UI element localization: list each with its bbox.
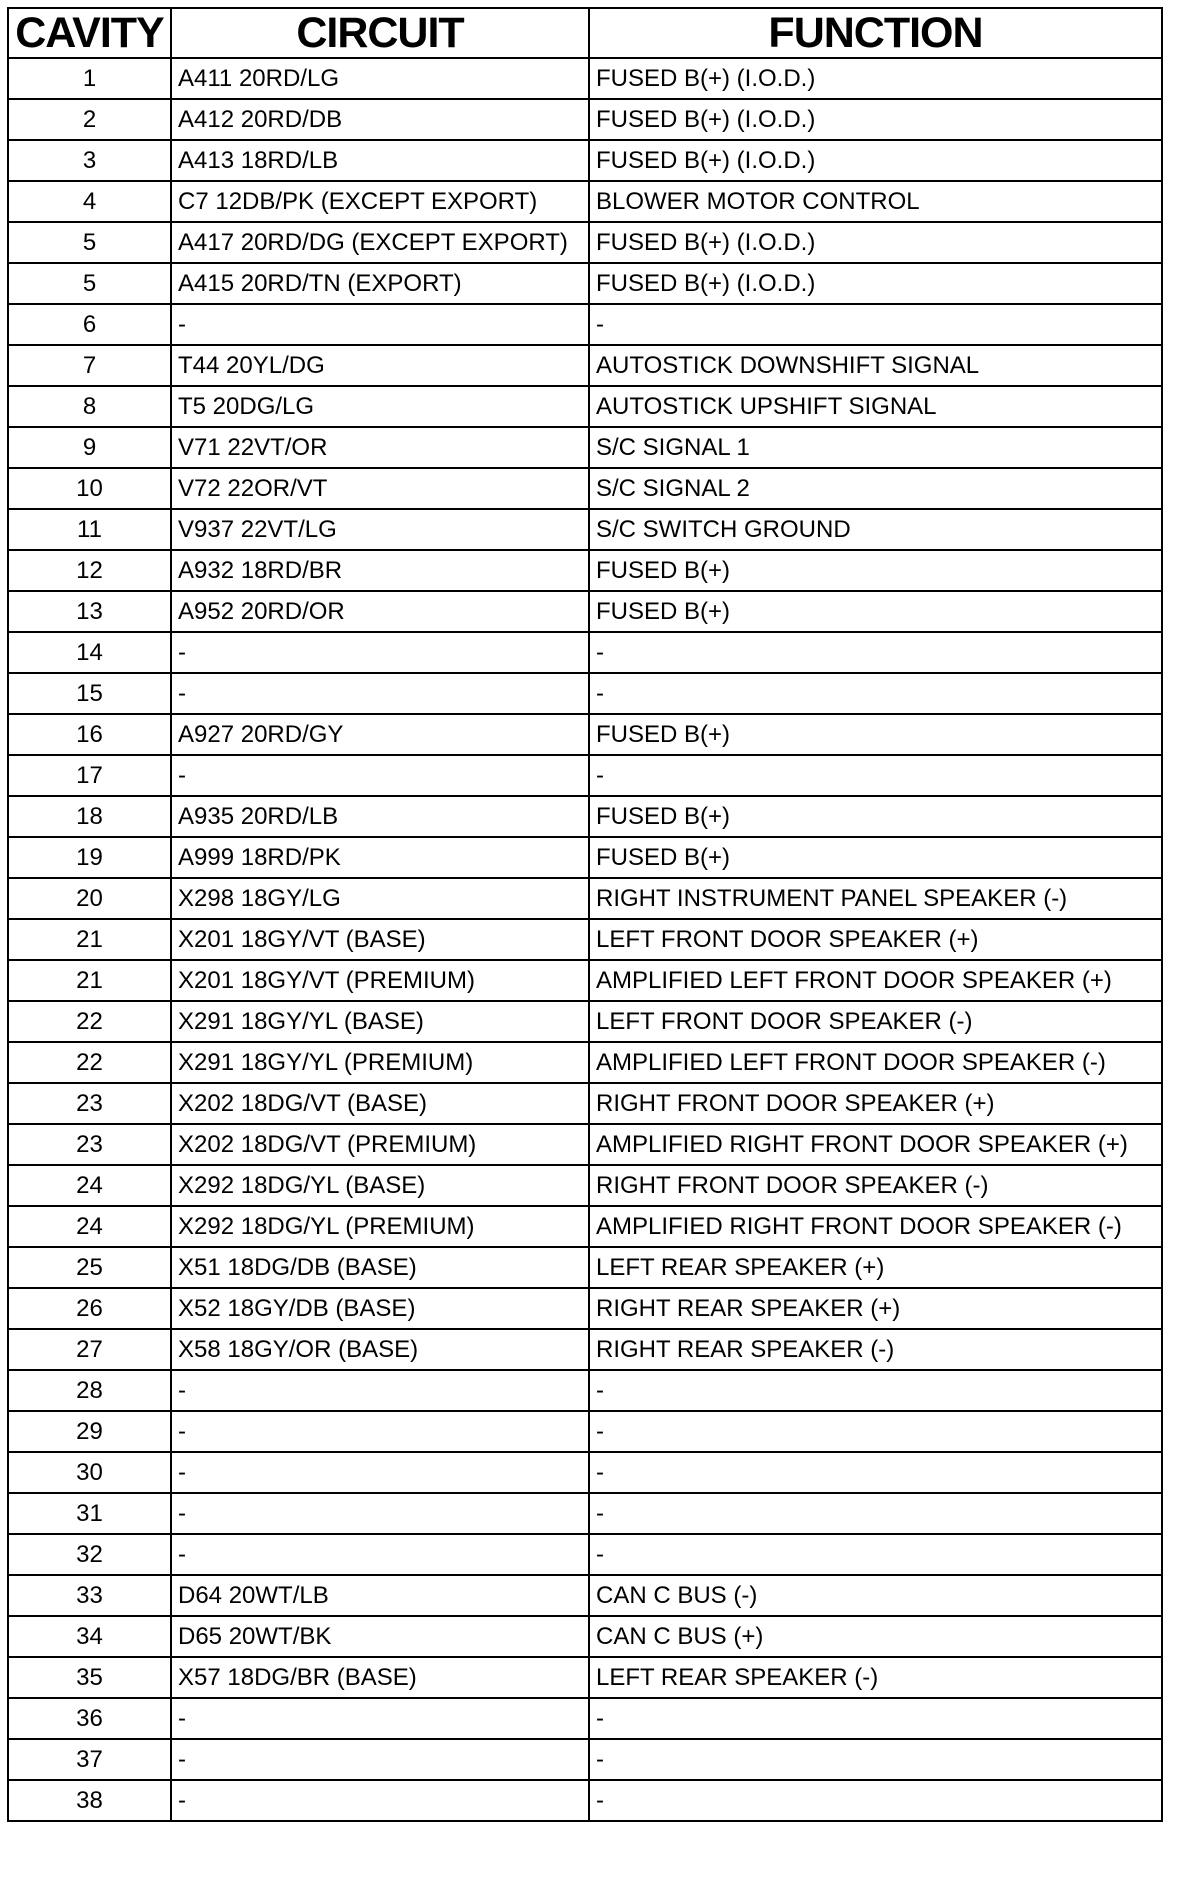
function-cell: FUSED B(+) (I.O.D.)	[589, 58, 1162, 99]
cavity-cell: 32	[8, 1534, 171, 1575]
cavity-cell: 8	[8, 386, 171, 427]
function-cell: S/C SIGNAL 1	[589, 427, 1162, 468]
table-row	[8, 468, 1162, 509]
cavity-cell: 27	[8, 1329, 171, 1370]
cavity-cell: 23	[8, 1124, 171, 1165]
cavity-cell: 4	[8, 181, 171, 222]
table-row	[8, 1739, 1162, 1780]
circuit-cell: X201 18GY/VT (PREMIUM)	[171, 960, 589, 1001]
table-row	[8, 919, 1162, 960]
cavity-cell: 17	[8, 755, 171, 796]
cavity-cell: 7	[8, 345, 171, 386]
cavity-cell: 21	[8, 919, 171, 960]
table-row	[8, 1411, 1162, 1452]
circuit-cell: X201 18GY/VT (BASE)	[171, 919, 589, 960]
function-cell: LEFT FRONT DOOR SPEAKER (-)	[589, 1001, 1162, 1042]
table-row	[8, 1001, 1162, 1042]
circuit-cell: A927 20RD/GY	[171, 714, 589, 755]
circuit-cell: A412 20RD/DB	[171, 99, 589, 140]
circuit-cell: C7 12DB/PK (EXCEPT EXPORT)	[171, 181, 589, 222]
table-row	[8, 1247, 1162, 1288]
function-cell: AMPLIFIED LEFT FRONT DOOR SPEAKER (+)	[589, 960, 1162, 1001]
table-row	[8, 550, 1162, 591]
function-cell: -	[589, 1739, 1162, 1780]
function-cell: RIGHT REAR SPEAKER (+)	[589, 1288, 1162, 1329]
circuit-cell: -	[171, 632, 589, 673]
cavity-cell: 5	[8, 263, 171, 304]
cavity-cell: 11	[8, 509, 171, 550]
circuit-cell: A411 20RD/LG	[171, 58, 589, 99]
function-cell: LEFT REAR SPEAKER (+)	[589, 1247, 1162, 1288]
circuit-cell: T44 20YL/DG	[171, 345, 589, 386]
function-cell: RIGHT FRONT DOOR SPEAKER (+)	[589, 1083, 1162, 1124]
table-row	[8, 1657, 1162, 1698]
table-row	[8, 304, 1162, 345]
table-row	[8, 386, 1162, 427]
function-cell: FUSED B(+) (I.O.D.)	[589, 99, 1162, 140]
circuit-cell: -	[171, 1452, 589, 1493]
cavity-cell: 31	[8, 1493, 171, 1534]
circuit-cell: V72 22OR/VT	[171, 468, 589, 509]
cavity-cell: 20	[8, 878, 171, 919]
table-row	[8, 345, 1162, 386]
table-row	[8, 1534, 1162, 1575]
function-cell: -	[589, 1370, 1162, 1411]
header-row	[8, 8, 1162, 58]
function-cell: FUSED B(+) (I.O.D.)	[589, 140, 1162, 181]
cavity-cell: 5	[8, 222, 171, 263]
table-row	[8, 1780, 1162, 1821]
table-row	[8, 1370, 1162, 1411]
circuit-cell: T5 20DG/LG	[171, 386, 589, 427]
function-cell: FUSED B(+)	[589, 796, 1162, 837]
table-row	[8, 1616, 1162, 1657]
table-row	[8, 1329, 1162, 1370]
cavity-cell: 3	[8, 140, 171, 181]
function-cell: CAN C BUS (-)	[589, 1575, 1162, 1616]
table-row	[8, 1698, 1162, 1739]
table-row	[8, 1206, 1162, 1247]
function-cell: -	[589, 755, 1162, 796]
function-cell: -	[589, 1411, 1162, 1452]
circuit-cell: X292 18DG/YL (PREMIUM)	[171, 1206, 589, 1247]
circuit-cell: -	[171, 755, 589, 796]
table-row	[8, 1165, 1162, 1206]
cavity-cell: 18	[8, 796, 171, 837]
function-cell: BLOWER MOTOR CONTROL	[589, 181, 1162, 222]
function-cell: AMPLIFIED RIGHT FRONT DOOR SPEAKER (+)	[589, 1124, 1162, 1165]
table-row	[8, 1083, 1162, 1124]
cavity-cell: 10	[8, 468, 171, 509]
cavity-cell: 29	[8, 1411, 171, 1452]
function-cell: AUTOSTICK UPSHIFT SIGNAL	[589, 386, 1162, 427]
circuit-cell: A999 18RD/PK	[171, 837, 589, 878]
circuit-cell: X57 18DG/BR (BASE)	[171, 1657, 589, 1698]
function-cell: -	[589, 1698, 1162, 1739]
circuit-cell: X291 18GY/YL (BASE)	[171, 1001, 589, 1042]
circuit-cell: -	[171, 1370, 589, 1411]
circuit-cell: X291 18GY/YL (PREMIUM)	[171, 1042, 589, 1083]
cavity-cell: 16	[8, 714, 171, 755]
table-row	[8, 1452, 1162, 1493]
cavity-cell: 24	[8, 1206, 171, 1247]
function-cell: S/C SWITCH GROUND	[589, 509, 1162, 550]
cavity-cell: 26	[8, 1288, 171, 1329]
circuit-cell: A417 20RD/DG (EXCEPT EXPORT)	[171, 222, 589, 263]
table-row	[8, 1288, 1162, 1329]
table-header	[8, 8, 1162, 58]
circuit-cell: D65 20WT/BK	[171, 1616, 589, 1657]
cavity-cell: 14	[8, 632, 171, 673]
circuit-cell: A932 18RD/BR	[171, 550, 589, 591]
circuit-cell: -	[171, 1534, 589, 1575]
circuit-cell: -	[171, 1739, 589, 1780]
circuit-cell: X202 18DG/VT (PREMIUM)	[171, 1124, 589, 1165]
cavity-cell: 38	[8, 1780, 171, 1821]
table-body	[8, 58, 1162, 1821]
function-cell: LEFT FRONT DOOR SPEAKER (+)	[589, 919, 1162, 960]
function-cell: LEFT REAR SPEAKER (-)	[589, 1657, 1162, 1698]
function-cell: -	[589, 304, 1162, 345]
cavity-cell: 33	[8, 1575, 171, 1616]
function-cell: AMPLIFIED RIGHT FRONT DOOR SPEAKER (-)	[589, 1206, 1162, 1247]
function-cell: S/C SIGNAL 2	[589, 468, 1162, 509]
cavity-cell: 12	[8, 550, 171, 591]
cavity-column-header: CAVITY	[8, 8, 171, 58]
cavity-cell: 19	[8, 837, 171, 878]
function-column-header: FUNCTION	[589, 8, 1162, 58]
cavity-cell: 6	[8, 304, 171, 345]
table-row	[8, 1493, 1162, 1534]
circuit-cell: -	[171, 1780, 589, 1821]
cavity-cell: 1	[8, 58, 171, 99]
cavity-cell: 28	[8, 1370, 171, 1411]
cavity-cell: 22	[8, 1042, 171, 1083]
function-cell: -	[589, 1493, 1162, 1534]
cavity-cell: 36	[8, 1698, 171, 1739]
table-row	[8, 673, 1162, 714]
table-row	[8, 1124, 1162, 1165]
cavity-cell: 13	[8, 591, 171, 632]
function-cell: -	[589, 1534, 1162, 1575]
cavity-cell: 24	[8, 1165, 171, 1206]
circuit-cell: X292 18DG/YL (BASE)	[171, 1165, 589, 1206]
table-row	[8, 140, 1162, 181]
table-row	[8, 222, 1162, 263]
connector-pinout-table	[7, 7, 1163, 1822]
cavity-cell: 37	[8, 1739, 171, 1780]
function-cell: -	[589, 673, 1162, 714]
cavity-cell: 2	[8, 99, 171, 140]
table-row	[8, 1042, 1162, 1083]
function-cell: FUSED B(+)	[589, 714, 1162, 755]
table-row	[8, 878, 1162, 919]
circuit-cell: X298 18GY/LG	[171, 878, 589, 919]
circuit-cell: D64 20WT/LB	[171, 1575, 589, 1616]
function-cell: RIGHT FRONT DOOR SPEAKER (-)	[589, 1165, 1162, 1206]
table-row	[8, 632, 1162, 673]
function-cell: RIGHT REAR SPEAKER (-)	[589, 1329, 1162, 1370]
circuit-cell: A413 18RD/LB	[171, 140, 589, 181]
circuit-cell: X202 18DG/VT (BASE)	[171, 1083, 589, 1124]
circuit-cell: X51 18DG/DB (BASE)	[171, 1247, 589, 1288]
function-cell: FUSED B(+)	[589, 837, 1162, 878]
table-row	[8, 960, 1162, 1001]
table-row	[8, 796, 1162, 837]
circuit-cell: A415 20RD/TN (EXPORT)	[171, 263, 589, 304]
circuit-cell: -	[171, 304, 589, 345]
cavity-cell: 35	[8, 1657, 171, 1698]
cavity-cell: 34	[8, 1616, 171, 1657]
function-cell: CAN C BUS (+)	[589, 1616, 1162, 1657]
circuit-cell: V71 22VT/OR	[171, 427, 589, 468]
circuit-cell: A935 20RD/LB	[171, 796, 589, 837]
function-cell: AMPLIFIED LEFT FRONT DOOR SPEAKER (-)	[589, 1042, 1162, 1083]
circuit-column-header: CIRCUIT	[171, 8, 589, 58]
cavity-cell: 30	[8, 1452, 171, 1493]
function-cell: -	[589, 1452, 1162, 1493]
table-row	[8, 99, 1162, 140]
circuit-cell: V937 22VT/LG	[171, 509, 589, 550]
cavity-cell: 9	[8, 427, 171, 468]
table-row	[8, 1575, 1162, 1616]
function-cell: FUSED B(+)	[589, 591, 1162, 632]
table-row	[8, 755, 1162, 796]
circuit-cell: -	[171, 1698, 589, 1739]
function-cell: FUSED B(+)	[589, 550, 1162, 591]
cavity-cell: 23	[8, 1083, 171, 1124]
table-row	[8, 714, 1162, 755]
function-cell: -	[589, 1780, 1162, 1821]
cavity-cell: 15	[8, 673, 171, 714]
table-row	[8, 263, 1162, 304]
function-cell: FUSED B(+) (I.O.D.)	[589, 222, 1162, 263]
function-cell: FUSED B(+) (I.O.D.)	[589, 263, 1162, 304]
function-cell: -	[589, 632, 1162, 673]
circuit-cell: -	[171, 1493, 589, 1534]
function-cell: AUTOSTICK DOWNSHIFT SIGNAL	[589, 345, 1162, 386]
function-cell: RIGHT INSTRUMENT PANEL SPEAKER (-)	[589, 878, 1162, 919]
table-row	[8, 509, 1162, 550]
cavity-cell: 22	[8, 1001, 171, 1042]
cavity-cell: 25	[8, 1247, 171, 1288]
circuit-cell: X58 18GY/OR (BASE)	[171, 1329, 589, 1370]
cavity-cell: 21	[8, 960, 171, 1001]
circuit-cell: X52 18GY/DB (BASE)	[171, 1288, 589, 1329]
table-row	[8, 181, 1162, 222]
table-row	[8, 427, 1162, 468]
circuit-cell: -	[171, 673, 589, 714]
table-row	[8, 837, 1162, 878]
table-row	[8, 591, 1162, 632]
circuit-cell: -	[171, 1411, 589, 1452]
connector-pinout-sheet	[7, 7, 1161, 1822]
table-row	[8, 58, 1162, 99]
circuit-cell: A952 20RD/OR	[171, 591, 589, 632]
